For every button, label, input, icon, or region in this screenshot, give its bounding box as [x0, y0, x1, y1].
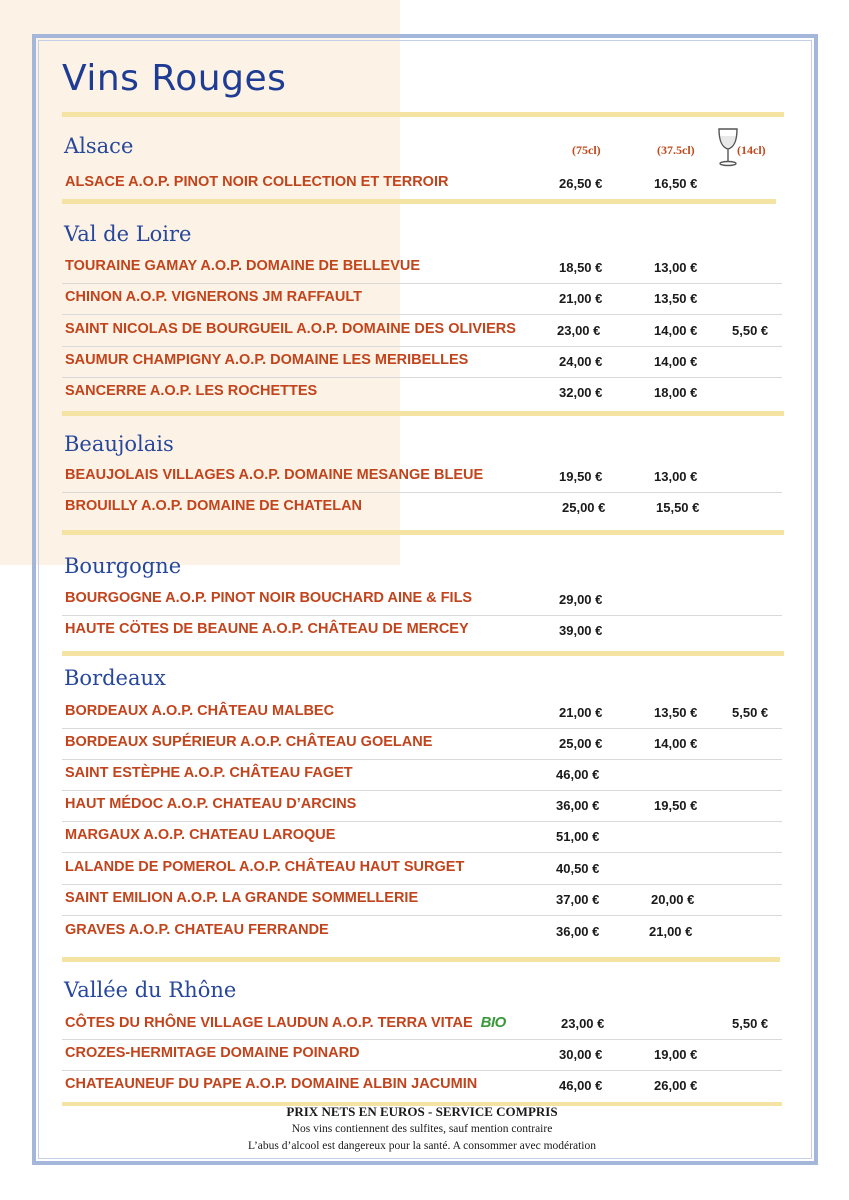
price-37cl: 19,50 €: [654, 798, 698, 813]
list-item: [62, 585, 782, 616]
divider-bar: [62, 112, 784, 117]
wine-name: CHATEAUNEUF DU PAPE A.O.P. DOMAINE ALBIN JACUMIN: [65, 1076, 478, 1092]
wine-name: BROUILLY A.O.P. DOMAINE DE CHATELAN: [65, 498, 363, 514]
price-75cl: 18,50 €: [559, 260, 603, 275]
price-75cl: 37,00 €: [556, 892, 600, 907]
section-title-val-de-loire: Val de Loire: [64, 222, 192, 246]
list-item: [62, 462, 782, 493]
price-37cl: 26,00 €: [654, 1078, 698, 1093]
section-title-bordeaux: Bordeaux: [64, 666, 166, 690]
section-title-bourgogne: Bourgogne: [64, 554, 182, 578]
price-14cl: 5,50 €: [732, 1016, 769, 1031]
price-75cl: 46,00 €: [559, 1078, 603, 1093]
price-14cl: 5,50 €: [732, 705, 769, 720]
bio-badge: BIO: [480, 1014, 506, 1031]
list-item: [62, 347, 782, 378]
price-75cl: 51,00 €: [556, 829, 600, 844]
list-item: [62, 493, 782, 524]
footer-sulfites-note: Nos vins contiennent des sulfites, sauf mention contraire: [291, 1123, 553, 1135]
wine-name: MARGAUX A.O.P. CHATEAU LAROQUE: [65, 827, 336, 843]
price-37cl: 13,00 €: [654, 469, 698, 484]
price-37cl: 19,00 €: [654, 1047, 698, 1062]
list-item: [62, 822, 782, 853]
price-75cl: 36,00 €: [556, 798, 600, 813]
list-item: [62, 885, 782, 916]
price-75cl: 19,50 €: [559, 469, 603, 484]
price-14cl: 5,50 €: [732, 323, 769, 338]
price-75cl: 29,00 €: [559, 592, 603, 607]
column-header-37cl: (37.5cl): [657, 143, 695, 157]
price-75cl: 39,00 €: [559, 623, 603, 638]
price-75cl: 23,00 €: [561, 1016, 605, 1031]
page-title: Vins Rouges: [62, 58, 287, 99]
wine-name: BEAUJOLAIS VILLAGES A.O.P. DOMAINE MESANGE BLEUE: [65, 467, 484, 483]
price-37cl: 13,50 €: [654, 705, 698, 720]
list-item: [62, 760, 782, 791]
price-37cl: 20,00 €: [651, 892, 695, 907]
price-37cl: 13,00 €: [654, 260, 698, 275]
price-75cl: 25,00 €: [559, 736, 603, 751]
section-title-vallee-du-rhone: Vallée du Rhône: [64, 978, 237, 1002]
wine-name: SAINT ESTÈPHE A.O.P. CHÂTEAU FAGET: [65, 765, 353, 781]
price-37cl: 16,50 €: [654, 176, 698, 191]
list-item: [62, 284, 782, 315]
list-item: [62, 917, 782, 948]
list-item: [62, 1071, 782, 1102]
wine-name: LALANDE DE POMEROL A.O.P. CHÂTEAU HAUT SURGET: [65, 859, 465, 875]
wine-name: BORDEAUX A.O.P. CHÂTEAU MALBEC: [65, 703, 335, 719]
footer-prices-note: PRIX NETS EN EUROS - SERVICE COMPRIS: [286, 1104, 558, 1119]
list-item: [62, 1040, 782, 1071]
price-75cl: 24,00 €: [559, 354, 603, 369]
wine-name: SAUMUR CHAMPIGNY A.O.P. DOMAINE LES MERIBELLES: [65, 352, 469, 368]
price-37cl: 14,00 €: [654, 323, 698, 338]
list-item: [62, 854, 782, 885]
wine-name: BORDEAUX SUPÉRIEUR A.O.P. CHÂTEAU GOELANE: [65, 734, 433, 750]
column-header-14cl: (14cl): [737, 143, 766, 157]
wine-name: GRAVES A.O.P. CHATEAU FERRANDE: [65, 922, 329, 938]
price-75cl: 46,00 €: [556, 767, 600, 782]
price-75cl: 21,00 €: [559, 705, 603, 720]
list-item: [62, 616, 782, 647]
price-75cl: 25,00 €: [562, 500, 606, 515]
wine-name: SAINT EMILION A.O.P. LA GRANDE SOMMELLERIE: [65, 890, 419, 906]
wine-name: CHINON A.O.P. VIGNERONS JM RAFFAULT: [65, 289, 363, 305]
wine-name: [65, 1014, 506, 1031]
list-item: [62, 253, 782, 284]
price-75cl: 36,00 €: [556, 924, 600, 939]
list-item: [62, 729, 782, 760]
column-header-75cl: (75cl): [572, 143, 601, 157]
price-37cl: 14,00 €: [654, 354, 698, 369]
wine-name: HAUT MÉDOC A.O.P. CHATEAU D’ARCINS: [65, 796, 357, 812]
footer-alcohol-warning: L’abus d’alcool est dangereux pour la santé. A consommer avec modération: [248, 1140, 596, 1152]
wine-name: ALSACE A.O.P. PINOT NOIR COLLECTION ET TERROIR: [65, 174, 449, 190]
wine-name-text: CÔTES DU RHÔNE VILLAGE LAUDUN A.O.P. TERRA VITAE: [65, 1015, 473, 1031]
wine-name: SAINT NICOLAS DE BOURGUEIL A.O.P. DOMAINE DES OLIVIERS: [65, 321, 516, 337]
wine-name: BOURGOGNE A.O.P. PINOT NOIR BOUCHARD AINE & FILS: [65, 590, 473, 606]
list-item: [62, 316, 782, 347]
divider-bar: [62, 199, 776, 204]
price-37cl: 15,50 €: [656, 500, 700, 515]
list-item: [62, 791, 782, 822]
list-item: [62, 698, 782, 729]
price-37cl: 13,50 €: [654, 291, 698, 306]
list-item: [62, 378, 782, 409]
price-37cl: 21,00 €: [649, 924, 693, 939]
price-75cl: 21,00 €: [559, 291, 603, 306]
divider-bar: [62, 957, 780, 962]
divider-bar: [62, 651, 784, 656]
divider-bar: [62, 411, 784, 416]
price-75cl: 30,00 €: [559, 1047, 603, 1062]
price-75cl: 23,00 €: [557, 323, 601, 338]
price-75cl: 40,50 €: [556, 861, 600, 876]
wine-name: SANCERRE A.O.P. LES ROCHETTES: [65, 383, 318, 399]
divider-bar: [62, 530, 784, 535]
price-37cl: 14,00 €: [654, 736, 698, 751]
wine-name: CROZES-HERMITAGE DOMAINE POINARD: [65, 1045, 360, 1061]
wine-name: HAUTE CÖTES DE BEAUNE A.O.P. CHÂTEAU DE MERCEY: [65, 621, 469, 637]
list-item: [62, 1009, 782, 1040]
price-37cl: 18,00 €: [654, 385, 698, 400]
price-75cl: 32,00 €: [559, 385, 603, 400]
section-title-alsace: Alsace: [64, 134, 134, 158]
list-item: [62, 169, 782, 200]
price-75cl: 26,50 €: [559, 176, 603, 191]
wine-name: TOURAINE GAMAY A.O.P. DOMAINE DE BELLEVUE: [65, 258, 421, 274]
section-title-beaujolais: Beaujolais: [64, 432, 174, 456]
